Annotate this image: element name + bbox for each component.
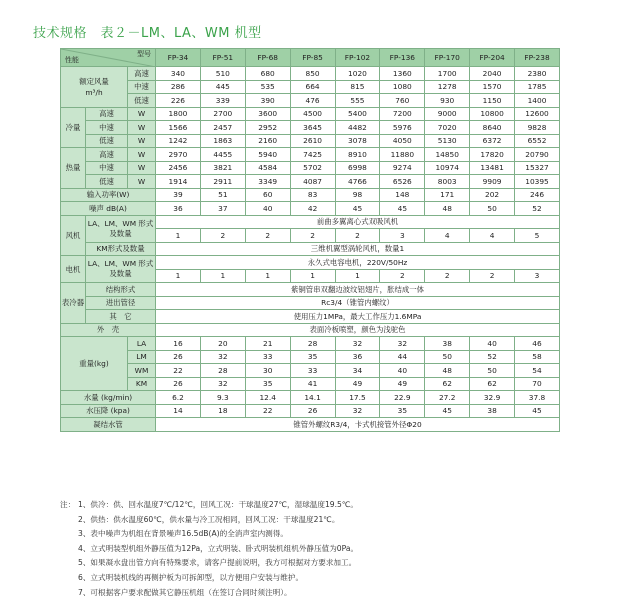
value-cell: 38 [470,404,515,418]
speed-label-cell: 低速 [128,94,156,108]
weight-model-cell: WM [128,364,156,378]
value-cell: 2 [380,269,425,283]
value-cell: 148 [380,188,425,202]
value-cell: 5702 [290,161,335,175]
value-cell: 32.9 [470,391,515,405]
value-cell: 2040 [470,67,515,81]
weight-model-cell: KM [128,377,156,391]
speed-label-cell: 中速 [86,161,128,175]
value-cell: 5940 [245,148,290,162]
value-cell: 50 [470,202,515,216]
value-cell: 54 [515,364,560,378]
value-cell: 4766 [335,175,380,189]
condensate-row [61,418,560,432]
condensate-value-cell: 锥管外螺纹R3/4，卡式机接管外径Φ20 [156,418,560,432]
fan-km-row [61,242,560,256]
value-cell: 1570 [470,80,515,94]
value-cell: 2700 [200,107,245,121]
value-cell: 33 [245,350,290,364]
weight-row [61,377,560,391]
value-cell: 45 [380,202,425,216]
value-cell: 60 [245,188,290,202]
value-cell: 13481 [470,161,515,175]
value-cell: 7425 [290,148,335,162]
cooling-row [61,121,560,135]
model-header-cell: FP-204 [470,49,515,67]
note-item: 6、立式明装机线的再侧护板为可拆卸型，以方便用户安装与维护。 [78,572,304,582]
value-cell: 930 [425,94,470,108]
airflow-row [61,94,560,108]
value-cell: 340 [156,67,201,81]
power-label-cell: 输入功率(W) [61,188,156,202]
value-cell: 3349 [245,175,290,189]
notes-list [60,498,358,600]
airflow-label: 额定风量 [79,76,109,86]
value-cell: 22 [245,404,290,418]
model-label: 型号 [137,50,152,58]
value-cell: 4050 [380,134,425,148]
value-cell: 10974 [425,161,470,175]
heating-label-cell: 热量 [61,148,86,189]
value-cell: 1800 [156,107,201,121]
value-cell: 3821 [200,161,245,175]
value-cell: 2160 [245,134,290,148]
fan-type-label-cell: LA、LM、WM 形式及数量 [86,215,156,242]
unit-cell: W [128,148,156,162]
value-cell: 1150 [470,94,515,108]
value-cell: 36 [156,202,201,216]
header-row [61,49,560,67]
note-item: 5、如果凝水盘出管方向有特殊要求，请客户提前说明，我方可根据对方要求加工。 [78,558,357,568]
value-cell: 41 [290,377,335,391]
value-cell: 9.3 [200,391,245,405]
coil-row [61,283,560,297]
value-cell: 4 [470,229,515,243]
water-drop-row [61,404,560,418]
page-title: 技术规格 表２－LM、LA、WM 机型 [33,26,262,41]
coil-item-label-cell: 其 它 [86,310,156,324]
value-cell: 6.2 [156,391,201,405]
cooling-row [61,107,560,121]
condensate-label-cell: 凝结水管 [61,418,156,432]
value-cell: 2 [470,269,515,283]
value-cell: 11880 [380,148,425,162]
value-cell: 390 [245,94,290,108]
coil-row [61,296,560,310]
value-cell: 5976 [380,121,425,135]
value-cell: 1 [156,229,201,243]
note-item: 3、表中噪声为机组在背景噪声16.5dB(A)的全消声室内测得。 [78,529,288,539]
unit-cell: W [128,134,156,148]
value-cell: 2 [245,229,290,243]
value-cell: 2 [425,269,470,283]
coil-row [61,310,560,324]
heating-row [61,161,560,175]
cooling-label-cell: 冷量 [61,107,86,148]
cooling-row [61,134,560,148]
value-cell: 44 [380,350,425,364]
value-cell: 10395 [515,175,560,189]
value-cell: 39 [156,188,201,202]
value-cell: 3 [380,229,425,243]
value-cell: 40 [470,337,515,351]
value-cell: 4087 [290,175,335,189]
value-cell: 27.2 [425,391,470,405]
value-cell: 2911 [200,175,245,189]
value-cell: 32 [200,377,245,391]
note-item: 4、立式明装型机组外静压值为12Pa，立式明装、卧式明装机组机外静压值为0Pa。 [78,543,359,553]
value-cell: 2380 [515,67,560,81]
value-cell: 28 [200,364,245,378]
value-cell: 1360 [380,67,425,81]
value-cell: 20790 [515,148,560,162]
value-cell: 5130 [425,134,470,148]
value-cell: 1 [200,269,245,283]
speed-label-cell: 低速 [86,175,128,189]
value-cell: 535 [245,80,290,94]
model-header-cell: FP-136 [380,49,425,67]
value-cell: 18 [200,404,245,418]
value-cell: 8910 [335,148,380,162]
notes-section [60,498,358,600]
speed-label-cell: 高速 [86,107,128,121]
heating-row [61,148,560,162]
water-flow-label-cell: 水量 (kg/min) [61,391,156,405]
value-cell: 35 [290,350,335,364]
value-cell: 9000 [425,107,470,121]
value-cell: 28 [290,337,335,351]
value-cell: 49 [335,377,380,391]
value-cell: 34 [335,364,380,378]
fan-km-label-cell: KM形式及数量 [86,242,156,256]
value-cell: 2456 [156,161,201,175]
fan-type-value-cell: 前曲多翼离心式双吸风机 [156,215,560,229]
note-item: 2、供热：供水温度60℃，供水量与冷工况相同，回风工况：干球温度21℃。 [78,514,340,524]
power-row [61,188,560,202]
value-cell: 7200 [380,107,425,121]
speed-label-cell: 高速 [86,148,128,162]
value-cell: 202 [470,188,515,202]
value-cell: 2970 [156,148,201,162]
unit-cell: W [128,107,156,121]
heating-row [61,175,560,189]
value-cell: 1700 [425,67,470,81]
weight-row [61,350,560,364]
performance-label: 性能 [65,56,79,64]
shell-label-cell: 外 壳 [61,323,156,337]
value-cell: 32 [200,350,245,364]
value-cell: 62 [470,377,515,391]
value-cell: 1 [245,269,290,283]
value-cell: 2 [335,229,380,243]
value-cell: 1400 [515,94,560,108]
note-item: 7、可根据客户要求配做其它静压机组（在签订合同时须注明）。 [78,587,292,597]
value-cell: 14.1 [290,391,335,405]
value-cell: 45 [515,404,560,418]
value-cell: 35 [380,404,425,418]
value-cell: 5 [515,229,560,243]
value-cell: 2 [290,229,335,243]
coil-item-value-cell: Rc3/4（锥管内螺纹） [156,296,560,310]
coil-item-label-cell: 结构形式 [86,283,156,297]
value-cell: 15327 [515,161,560,175]
value-cell: 5400 [335,107,380,121]
value-cell: 17820 [470,148,515,162]
shell-row [61,323,560,337]
value-cell: 1278 [425,80,470,94]
motor-type-label-cell: LA、LM、WM 形式及数量 [86,256,156,283]
value-cell: 16 [156,337,201,351]
value-cell: 6526 [380,175,425,189]
value-cell: 37 [200,202,245,216]
value-cell: 48 [425,364,470,378]
value-cell: 1080 [380,80,425,94]
noise-row [61,202,560,216]
value-cell: 33 [290,364,335,378]
value-cell: 50 [470,364,515,378]
value-cell: 35 [245,377,290,391]
airflow-label-cell [61,67,128,108]
value-cell: 40 [245,202,290,216]
value-cell: 51 [200,188,245,202]
value-cell: 664 [290,80,335,94]
value-cell: 2952 [245,121,290,135]
value-cell: 36 [335,350,380,364]
value-cell: 4 [425,229,470,243]
weight-label-cell: 重量(kg) [61,337,128,391]
value-cell: 3600 [245,107,290,121]
value-cell: 17.5 [335,391,380,405]
value-cell: 286 [156,80,201,94]
unit-cell: W [128,121,156,135]
value-cell: 14850 [425,148,470,162]
value-cell: 815 [335,80,380,94]
value-cell: 2457 [200,121,245,135]
value-cell: 1566 [156,121,201,135]
value-cell: 445 [200,80,245,94]
value-cell: 32 [380,337,425,351]
value-cell: 339 [200,94,245,108]
notes-label: 注： [60,500,76,509]
value-cell: 12600 [515,107,560,121]
fan-label-cell: 风机 [61,215,86,256]
value-cell: 70 [515,377,560,391]
value-cell: 9828 [515,121,560,135]
value-cell: 37.8 [515,391,560,405]
value-cell: 12.4 [245,391,290,405]
value-cell: 1914 [156,175,201,189]
value-cell: 3 [515,269,560,283]
model-header-cell: FP-34 [156,49,201,67]
fan-km-value-cell: 三维机翼型涡轮风机，数量1 [156,242,560,256]
value-cell: 38 [425,337,470,351]
value-cell: 246 [515,188,560,202]
value-cell: 680 [245,67,290,81]
value-cell: 9274 [380,161,425,175]
value-cell: 6552 [515,134,560,148]
coil-item-value-cell: 使用压力1MPa，最大工作压力1.6MPa [156,310,560,324]
value-cell: 2610 [290,134,335,148]
value-cell: 30 [245,364,290,378]
note-item: 1、供冷：供、回水温度7℃/12℃，回风工况：干球温度27℃，湿球温度19.5℃。 [78,500,359,509]
value-cell: 6372 [470,134,515,148]
value-cell: 32 [335,404,380,418]
value-cell: 7020 [425,121,470,135]
airflow-row [61,80,560,94]
value-cell: 510 [200,67,245,81]
value-cell: 555 [335,94,380,108]
value-cell: 9909 [470,175,515,189]
value-cell: 6998 [335,161,380,175]
value-cell: 171 [425,188,470,202]
value-cell: 52 [515,202,560,216]
speed-label-cell: 中速 [86,121,128,135]
value-cell: 26 [290,404,335,418]
value-cell: 20 [200,337,245,351]
value-cell: 760 [380,94,425,108]
value-cell: 49 [380,377,425,391]
value-cell: 52 [470,350,515,364]
value-cell: 50 [425,350,470,364]
value-cell: 98 [335,188,380,202]
coil-item-value-cell: 紫铜管串双翻边波纹铝翅片，胀结成一体 [156,283,560,297]
value-cell: 32 [335,337,380,351]
model-header-cell: FP-238 [515,49,560,67]
value-cell: 1 [156,269,201,283]
value-cell: 1242 [156,134,201,148]
speed-label-cell: 中速 [128,80,156,94]
value-cell: 1863 [200,134,245,148]
weight-model-cell: LM [128,350,156,364]
value-cell: 850 [290,67,335,81]
value-cell: 48 [425,202,470,216]
noise-label-cell: 噪声 dB(A) [61,202,156,216]
value-cell: 58 [515,350,560,364]
value-cell: 83 [290,188,335,202]
model-header-cell: FP-85 [290,49,335,67]
value-cell: 21 [245,337,290,351]
value-cell: 1 [290,269,335,283]
value-cell: 476 [290,94,335,108]
coil-label-cell: 表冷器 [61,283,86,324]
speed-label-cell: 高速 [128,67,156,81]
model-header-cell: FP-68 [245,49,290,67]
model-header-cell: FP-51 [200,49,245,67]
weight-model-cell: LA [128,337,156,351]
value-cell: 62 [425,377,470,391]
motor-type-row [61,256,560,270]
weight-row [61,364,560,378]
value-cell: 4500 [290,107,335,121]
value-cell: 14 [156,404,201,418]
unit-cell: W [128,161,156,175]
water-flow-row [61,391,560,405]
value-cell: 22 [156,364,201,378]
shell-value-cell: 表面冷板喷塑，颜色为浅驼色 [156,323,560,337]
value-cell: 4482 [335,121,380,135]
value-cell: 1785 [515,80,560,94]
header-diagonal-cell [61,49,156,67]
value-cell: 1 [335,269,380,283]
airflow-unit: m³/h [85,87,103,97]
value-cell: 2 [200,229,245,243]
value-cell: 42 [290,202,335,216]
value-cell: 26 [156,350,201,364]
model-header-cell: FP-170 [425,49,470,67]
coil-item-label-cell: 进出管径 [86,296,156,310]
weight-row [61,337,560,351]
value-cell: 40 [380,364,425,378]
value-cell: 226 [156,94,201,108]
value-cell: 3645 [290,121,335,135]
model-header-cell: FP-102 [335,49,380,67]
water-drop-label-cell: 水压降 (kpa) [61,404,156,418]
value-cell: 1020 [335,67,380,81]
value-cell: 45 [425,404,470,418]
airflow-row [61,67,560,81]
value-cell: 26 [156,377,201,391]
value-cell: 46 [515,337,560,351]
unit-cell: W [128,175,156,189]
value-cell: 3078 [335,134,380,148]
motor-label-cell: 电机 [61,256,86,283]
value-cell: 4455 [200,148,245,162]
value-cell: 45 [335,202,380,216]
fan-type-row [61,215,560,229]
speed-label-cell: 低速 [86,134,128,148]
value-cell: 4584 [245,161,290,175]
motor-type-value-cell: 永久式电容电机，220V/50Hz [156,256,560,270]
value-cell: 8003 [425,175,470,189]
value-cell: 10800 [470,107,515,121]
spec-table [60,48,560,432]
value-cell: 8640 [470,121,515,135]
value-cell: 22.9 [380,391,425,405]
